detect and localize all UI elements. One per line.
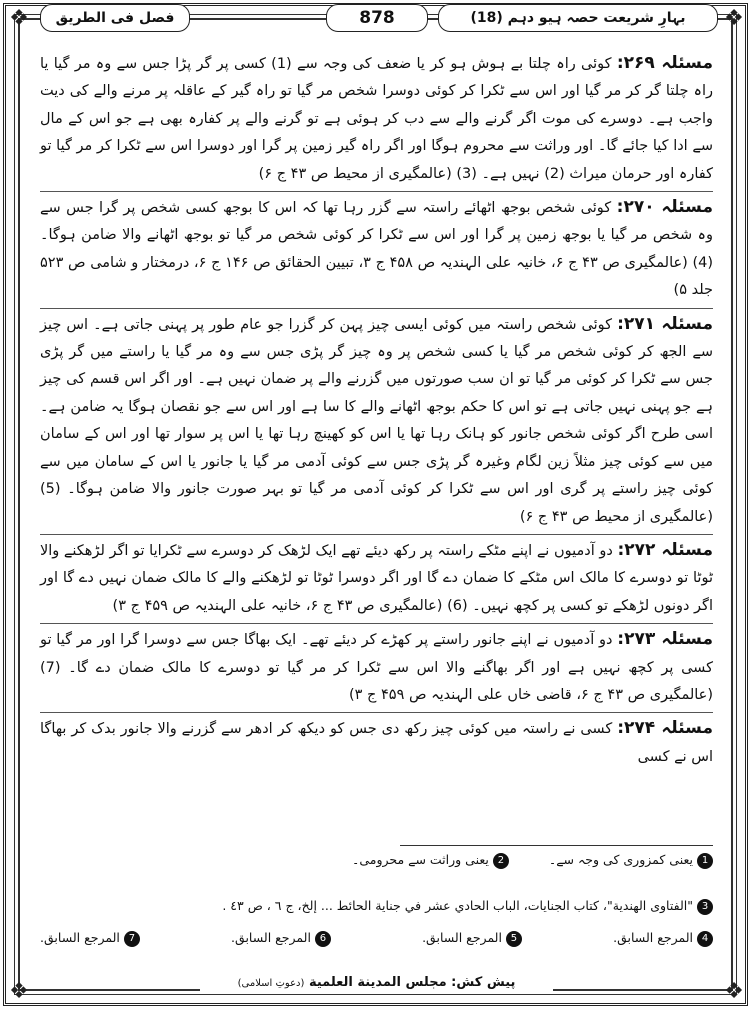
publisher-footer [200,972,553,994]
corner-ornament-icon: ❖ [724,6,744,31]
masala-274 [40,712,713,771]
footnote-2: 2یعنی وراثت سے محرومی۔ [352,850,509,870]
footnote-5: 5المرجع السابق. [422,928,522,948]
footer-org: مجلس المدينة العلمية [308,975,447,990]
page-number: 878 [359,8,395,28]
footnote-1: 1یعنی کمزوری کی وجہ سے۔ [549,850,713,870]
masala-label: مسئلہ ۲۷۳: [617,629,714,650]
footnote-number: 2 [493,853,509,869]
footnote-divider [400,845,713,846]
masala-text: کوئی راہ چلتا بے ہوش ہو کر یا ضعف کی وجہ سے (1) کسی پر گر پڑا جس سے وہ مر گیا یا راہ چلتا گر کر مر گیا اور اس سے ٹکرا کر کوئی دوسرا شخص مر گیا تو راہ گیر کے عاقلہ پر مرنے والے کی دیت واجب ہے۔ دوسرے کی موت اگر گرنے والے سے دب کر ہوئی ہے تو گرنے والے پر کفارہ بھی ہے جو اس کے مال سے ادا کیا جائے گا۔ اور وراثت سے محروم ہوگا اور اگر راہ گیر زمین پر گرا اور دوسرا اس سے ٹکرا کر مر گیا تو کفارہ اور حرمان میراث (2) نہیں ہے۔ (3) (عالمگیری از محیط ص ۴۳ ج ۶) [40,56,713,182]
book-title: بہارِ شریعت حصہ ہیو دہم (18) [470,10,686,26]
footnote-row-4 [40,928,713,948]
corner-ornament-icon: ❖ [9,979,29,1004]
footnote-row-3 [40,896,713,916]
running-header-book-title [438,4,718,32]
masala-text: کوئی شخص راستہ میں کوئی ایسی چیز پہن کر گزرا جو عام طور پر پہنی جاتی ہے۔ اس چیز سے الجھ کر کوئی شخص مر گیا یا کسی شخص پر وہ چیز گر پڑی جس سے وہ مر گیا یا راستے میں گر پڑی جس سے ٹکرا کر کوئی مر گیا تو ان سب صورتوں میں گزرنے والے پر ضمان نہیں ہے۔ اور اگر اس قسم کی چیز ہے جو پہنی نہیں جاتی ہے تو اس کا حکم بوجھ اٹھانے والے کا سا ہے اور اس سے جو نقصان ہوگا یہ ضامن ہے۔ اسی طرح اگر کوئی شخص جانور کو ہانک رہا تھا یا اس کو کھینچ رہا تھا یا اس پر سوار تھا اور اس کے سامان میں سے کوئی چیز مثلاً زین لگام وغیرہ گر پڑی جس سے کوئی آدمی مر گیا یا جانور یا اس کے سامان میں سے کوئی چیز راستے پر گری اور اس سے ٹکرا کر کوئی آدمی مر گیا تو بہر صورت جانور والا ضامن ہوگا۔ (5) (عالمگیری از محیط ص ۴۳ ج ۶) [40,316,713,525]
masala-text: دو آدمیوں نے اپنے مٹکے راستہ پر رکھ دیئے تھے ایک لڑھک کر دوسرے سے ٹکرایا تو اگر لڑھکنے والا ٹوٹا تو دوسرے کا مالک اس مٹکے کا ضمان دے گا اور اگر دوسرا ٹوٹا تو لڑھکنے والے کا مالک ضمان نہیں دے گا اور اگر دونوں لڑھکے تو کسی پر کچھ نہیں۔ (6) (عالمگیری ص ۴۳ ج ۶، خانیہ علی الہندیہ ص ۴۵۹ ج ۳) [40,542,713,614]
footnote-number: 1 [697,853,713,869]
masala-271 [40,308,713,531]
footnote-number: 5 [506,931,522,947]
masala-label: مسئلہ ۲۷۴: [617,718,714,739]
chapter-title: فصل فی الطریق [55,10,175,26]
main-text [40,50,713,771]
footnote-number: 6 [315,931,331,947]
masala-label: مسئلہ ۲۷۱: [617,313,713,334]
masala-270 [40,191,713,305]
footnote-3: "الفتاوی الهندية"، كتاب الجنايات، الباب الحادي عشر في جناية الحائط ... إلخ، ج ٦ ، ص ٤٣ . [222,898,693,913]
footnote-6: 6المرجع السابق. [231,928,331,948]
footer-prefix: پیش کش: [451,975,516,990]
masala-269 [40,50,713,188]
footnote-number: 4 [697,931,713,947]
masala-text: دو آدمیوں نے اپنے جانور راستے پر کھڑے کر دیئے تھے۔ ایک بھاگا جس سے دوسرا گرا اور مر گیا تو کسی پر کچھ نہیں ہے اور اگر بھاگنے والا اس سے ٹکرا کر مر گیا تو دوسرے کا مالک ضمان دے گا۔ (7) (عالمگیری ص ۴۳ ج ۶، قاضی خاں علی الہندیہ ص ۴۵۹ ج ۳) [40,632,713,703]
masala-273 [40,623,713,709]
masala-text: کسی نے راستہ میں کوئی چیز رکھ دی جس کو دیکھ کر ادھر سے گزرنے والا جانور بدک کر بھاگا اس نے کسی [40,721,713,765]
footer-suffix: (دعوتِ اسلامی) [237,978,305,989]
footnote-4: 4المرجع السابق. [613,928,713,948]
corner-ornament-icon: ❖ [724,979,744,1004]
running-header-chapter [40,4,190,32]
footnote-row-1 [40,850,713,870]
footnote-number: 7 [124,931,140,947]
masala-label: مسئلہ ۲۷۰: [616,197,713,218]
footnote-7: 7المرجع السابق. [40,928,140,948]
masala-label: مسئلہ ۲۶۹: [616,53,714,73]
masala-text: کوئی شخص بوجھ اٹھائے راستہ سے گزر رہا تھا کہ اس کا بوجھ کسی شخص پر گرا جس سے وہ شخص مر گیا یا بوجھ زمین پر گرا اور اس سے ٹکرا کر کوئی شخص مر گیا تو بوجھ اٹھانے والا ضامن ہوگا۔ (4) (عالمگیری ص ۴۳ ج ۶، خانیہ علی الہندیہ ص ۴۵۸ ج ۳، تبیین الحقائق ص ۱۴۶ ج ۶، درمختار و شامی ص ۵۲۳ جلد ۵) [40,200,714,299]
spacer [509,850,549,870]
footnote-number: 3 [697,899,713,915]
corner-ornament-icon: ❖ [9,6,29,31]
page-number-box [326,4,428,32]
masala-label: مسئلہ ۲۷۲: [617,539,713,560]
masala-272 [40,534,713,620]
